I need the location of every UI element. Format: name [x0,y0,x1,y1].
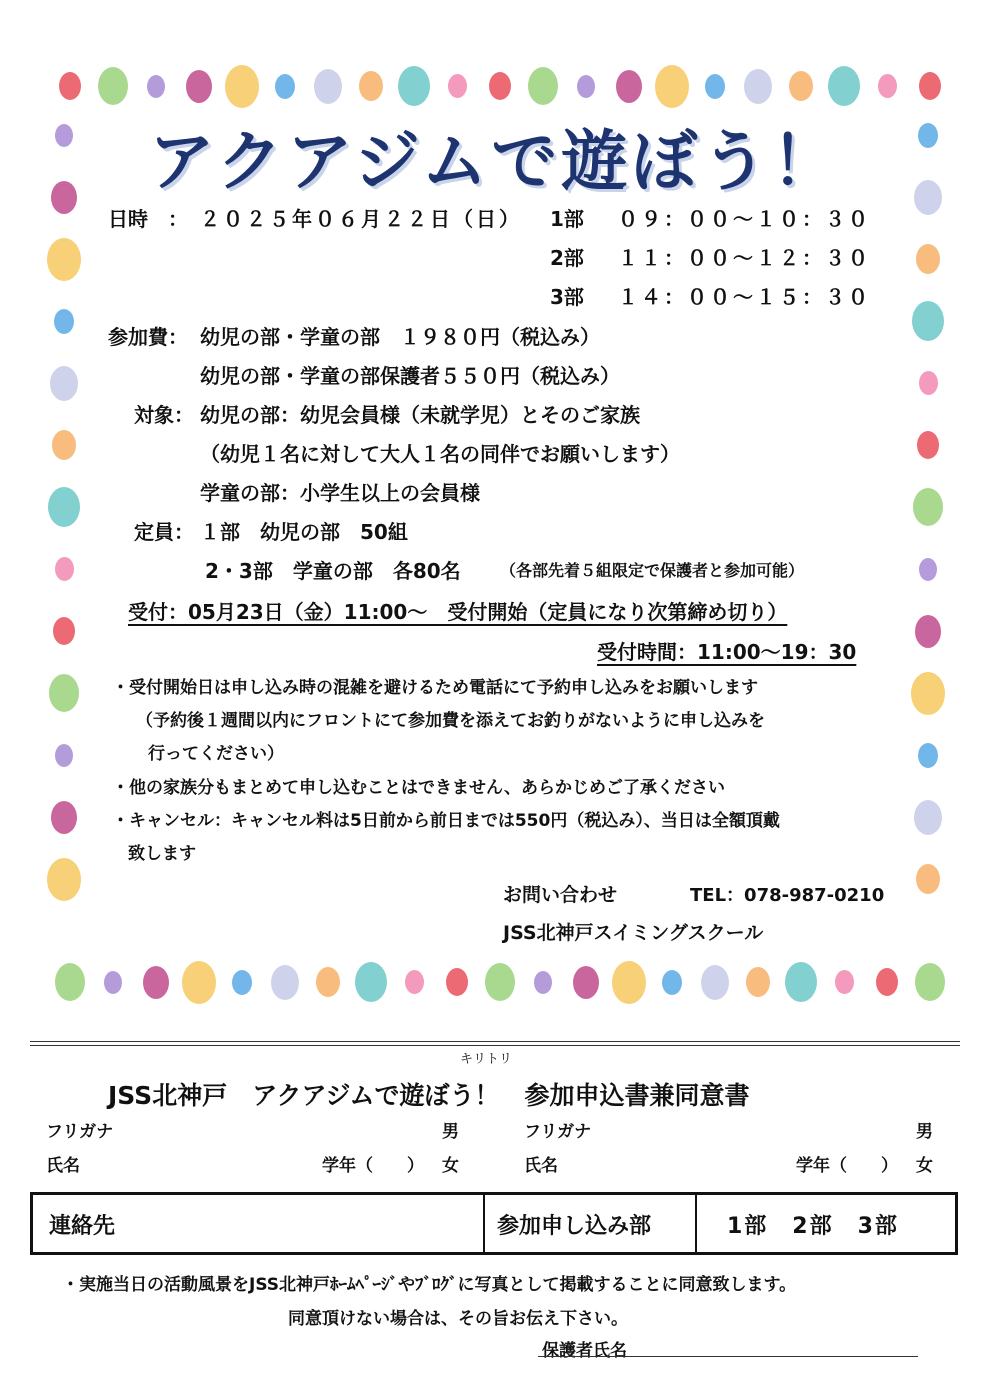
note-line-1: ・受付開始日は申し込み時の混雑を避けるため電話にて予約申し込みをお願いします [112,678,758,698]
male-option-1[interactable]: 男 [442,1122,459,1142]
capacity-label: 定員： [134,520,194,544]
decorative-dot [55,744,73,767]
decorative-dot [878,74,897,98]
flyer-title: アクアジムで遊ぼう！ [148,123,842,200]
decorative-dot [913,488,943,526]
decorative-dot [705,74,725,99]
decorative-dot [55,124,73,147]
decorative-dot [746,967,770,997]
session-2-label: 2部 [550,246,584,270]
session-3-time: １４：００～１５：３０ [618,285,871,309]
name-label-2: 氏名 [524,1156,558,1176]
decorative-dot [225,65,259,108]
decorative-dot [577,75,595,98]
target-line-3: 学童の部：小学生以上の会員様 [200,481,480,505]
decorative-dot [919,72,941,100]
decorative-dot [51,801,77,834]
decorative-dot [919,558,937,581]
decorative-dot [828,66,860,106]
decorative-dot [744,69,772,104]
fee-line-1: 幼児の部・学童の部 １９８０円（税込み） [200,325,600,349]
decorative-dot [911,672,945,715]
target-label: 対象： [134,403,194,427]
decorative-dot [143,966,169,999]
decorative-dot [912,301,944,341]
school-name: JSS北神戸スイミングスクール [503,922,764,944]
decorative-dot [655,65,689,108]
decorative-dot [232,970,252,995]
decorative-dot [528,67,558,105]
decorative-dot [876,968,898,996]
note-line-4: ・他の家族分もまとめて申し込むことはできません、あらかじめご了承ください [112,778,726,798]
decorative-dot [59,72,81,100]
decorative-dot [50,366,78,401]
fee-label: 参加費： [108,325,188,349]
decorative-dot [534,971,552,994]
date-value: ２０２５年０６月２２日（日） [200,207,522,231]
session-2-time: １１：００～１２：３０ [618,246,871,270]
contact-label: お問い合わせ [503,884,618,906]
capacity-line-2: 2・3部 学童の部 各80名 [205,559,461,583]
contact-tel: TEL：078-987-0210 [690,885,885,906]
session-3-label: 3部 [550,285,584,309]
male-option-2[interactable]: 男 [916,1122,933,1142]
name-label-1: 氏名 [46,1156,80,1176]
decorative-dot [48,487,80,527]
decorative-dot [835,970,854,994]
decorative-dot [405,970,424,994]
decorative-dot [316,967,340,997]
decorative-dot [52,430,76,460]
decorative-dot [916,244,940,274]
decorative-dot [104,971,122,994]
session-1-label: 1部 [550,207,584,231]
decorative-dot [355,962,387,1002]
decorative-dot [616,70,642,103]
decorative-dot [573,966,599,999]
decorative-dot [49,674,79,712]
decorative-dot [612,961,646,1004]
decorative-dot [914,180,942,215]
decorative-dot [919,371,938,395]
cut-label: キリトリ [460,1052,513,1067]
reception-info: 受付：05月23日（金）11:00～ 受付開始（定員になり次第締め切り） [128,600,788,624]
decorative-dot [186,70,212,103]
target-line-1: 幼児の部：幼児会員様（未就学児）とそのご家族 [200,403,640,427]
grade-label-1[interactable]: 学年（ ） [322,1156,424,1176]
decorative-dot [98,67,128,105]
decorative-dot [917,431,939,459]
session-choices[interactable]: 1部 2部 3部 [727,1214,899,1239]
form-title: JSS北神戸 アクアジムで遊ぼう！ 参加申込書兼同意書 [108,1081,750,1110]
decorative-dot [314,69,342,104]
reception-hours: 受付時間：11:00～19：30 [597,640,857,664]
decorative-dot [918,123,938,148]
contact-field-label[interactable]: 連絡先 [49,1214,116,1239]
grade-label-2[interactable]: 学年（ ） [796,1156,898,1176]
decorative-dot [915,963,945,1001]
female-option-2[interactable]: 女 [916,1156,933,1176]
decorative-dot [915,615,941,648]
note-line-2: （予約後１週間以内にフロントにて参加費を添えてお釣りがないように申し込みを [136,711,765,731]
consent-line-1: ・実施当日の活動風景をJSS北神戸ﾎｰﾑﾍﾟｰｼﾞやﾌﾞﾛｸﾞに写真として掲載することに同意致します。 [62,1275,797,1295]
decorative-dot [55,963,85,1001]
decorative-dot [785,962,817,1002]
decorative-dot [53,617,75,645]
guardian-name-label[interactable]: 保護者氏名 [542,1341,627,1361]
female-option-1[interactable]: 女 [442,1156,459,1176]
decorative-dot [359,71,383,101]
decorative-dot [662,970,682,995]
decorative-dot [398,66,430,106]
consent-line-2: 同意頂けない場合は、その旨お伝え下さい。 [288,1309,628,1329]
decorative-dot [485,963,515,1001]
decorative-dot [918,743,938,768]
session-1-time: ０９：００～１０：３０ [618,207,871,231]
decorative-dot [448,74,467,98]
fee-line-2: 幼児の部・学童の部保護者５５０円（税込み） [200,364,620,388]
guardian-signature-line[interactable] [538,1356,918,1357]
decorative-dot [489,72,511,100]
decorative-dot [147,75,165,98]
cut-line-top [30,1041,960,1042]
table-divider-2 [695,1195,697,1252]
decorative-dot [47,858,81,901]
table-divider-1 [483,1195,485,1252]
decorative-dot [275,74,295,99]
target-line-2: （幼児１名に対して大人１名の同伴でお願いします） [200,442,680,466]
furigana-label-2: フリガナ [524,1122,592,1142]
date-label: 日時 ： [108,207,188,231]
session-choice-label: 参加申し込み部 [497,1214,652,1239]
decorative-dot [701,965,729,1000]
capacity-note: （各部先着５組限定で保護者と参加可能） [500,561,805,580]
note-line-3: 行ってください） [148,744,284,764]
cut-line-bottom [30,1045,960,1046]
furigana-label-1: フリガナ [46,1122,114,1142]
decorative-dot [182,961,216,1004]
contact-session-table [30,1192,958,1255]
note-line-5: ・キャンセル：キャンセル料は5日前から前日までは550円（税込み）、当日は全額頂戴 [112,811,780,831]
note-line-6: 致します [128,844,196,864]
decorative-dot [446,968,468,996]
decorative-dot [789,71,813,101]
decorative-dot [55,557,74,581]
decorative-dot [51,181,77,214]
capacity-line-1: １部 幼児の部 50組 [200,520,408,544]
decorative-dot [47,238,81,281]
decorative-dot [54,309,74,334]
decorative-dot [916,864,940,894]
decorative-dot [271,965,299,1000]
decorative-dot [914,800,942,835]
